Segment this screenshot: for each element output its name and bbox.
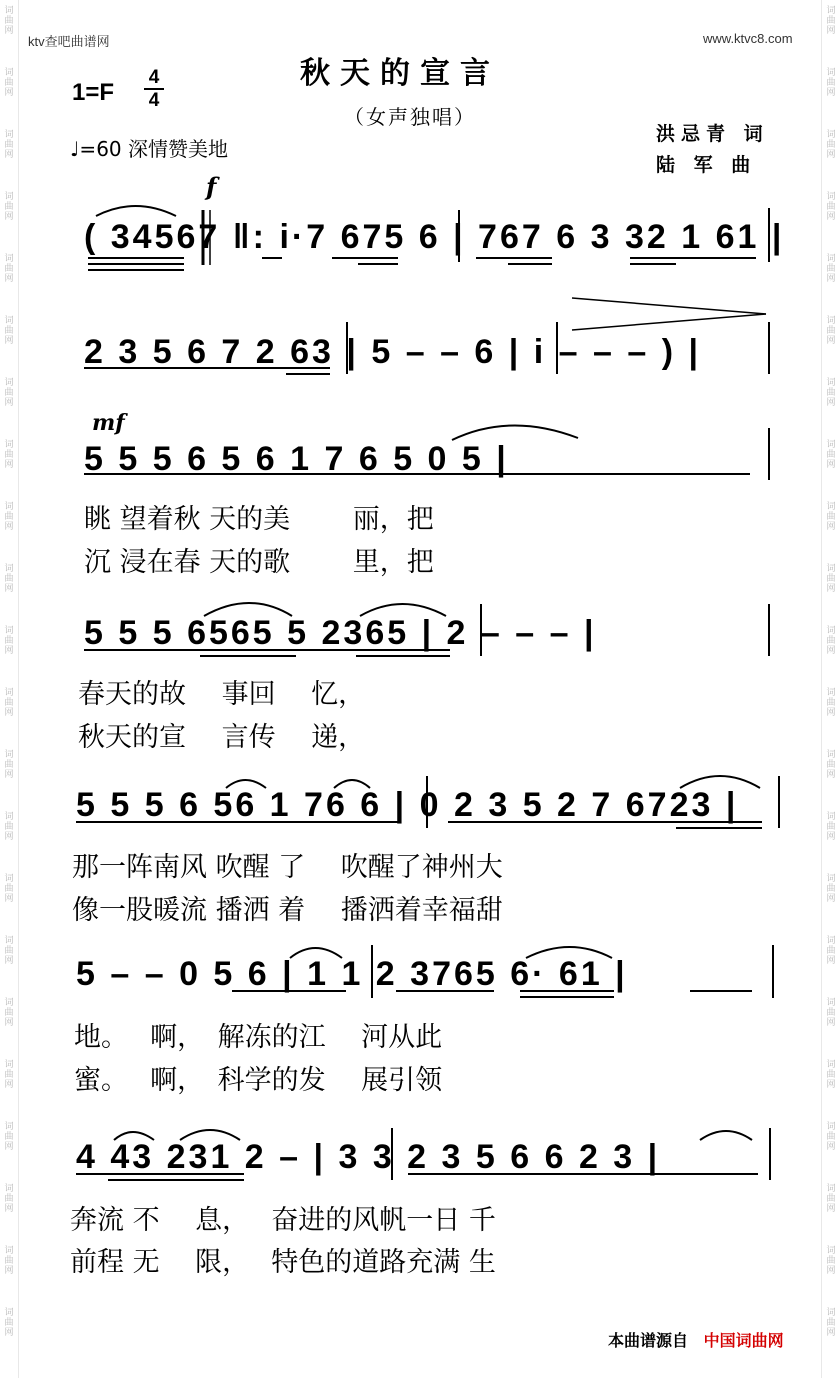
watermark-glyph-group: 词 曲 网 xyxy=(4,812,14,842)
slur xyxy=(334,780,370,788)
watermark-glyph-group: 词 曲 网 xyxy=(4,316,14,346)
slur xyxy=(526,947,612,958)
watermark-glyph-group: 词 曲 网 xyxy=(4,750,14,780)
barlines xyxy=(203,208,779,1180)
slur xyxy=(226,780,266,788)
score-line-6-lyrics-verse-2: 蜜。 啊， 科学的发 展引领 xyxy=(74,1065,443,1096)
score-line-4-notes: 5 5 5 6565 5 2365 | 2 – – – | xyxy=(84,614,597,652)
slur xyxy=(700,1131,752,1140)
watermark-glyph-group: 词 曲 网 xyxy=(4,874,14,904)
footer-source xyxy=(608,1328,784,1351)
score-line-5-notes: 5 5 5 6 56 1 76 6 | 0 2 3 5 2 7 6723 | xyxy=(76,786,739,824)
watermark-glyph-group: 词 曲 网 xyxy=(826,998,836,1028)
time-signature-bottom: 4 xyxy=(148,90,160,111)
watermark-glyph-group: 词 曲 网 xyxy=(4,998,14,1028)
key-signature: 1=F xyxy=(72,79,115,106)
slur xyxy=(452,425,578,440)
watermark-glyph-group: 词 曲 网 xyxy=(4,1122,14,1152)
watermark-glyph-group: 词 曲 网 xyxy=(4,68,14,98)
slur xyxy=(96,206,176,216)
score-line-5-lyrics-verse-1: 那一阵南风 吹醒 了 吹醒了神州大 xyxy=(72,852,503,883)
score-line-3-lyrics-verse-1: 眺 望着秋 天的美 丽，把 xyxy=(84,504,434,535)
expression-text: 深情赞美地 xyxy=(128,137,228,161)
watermark-glyph-group: 词 曲 网 xyxy=(4,254,14,284)
score-line-4-lyrics-verse-2: 秋天的宣 言传 递， xyxy=(78,722,366,753)
tempo-value: ♩=60 xyxy=(70,137,122,161)
slur xyxy=(360,604,446,616)
song-title: 秋天的宣言 xyxy=(300,56,500,91)
watermark-glyph-group: 词 曲 网 xyxy=(4,688,14,718)
watermark-glyph-group: 词 曲 网 xyxy=(4,626,14,656)
score-line-6-notes: 5 – – 0 5 6 | 1 1 2 3765 6· 61 | xyxy=(76,955,628,993)
watermark-glyph-group: 词 曲 网 xyxy=(826,1246,836,1276)
watermark-glyph-group: 词 曲 网 xyxy=(826,564,836,594)
watermark-glyph-group: 词 曲 网 xyxy=(826,1060,836,1090)
slur xyxy=(204,603,292,616)
site-watermark-right: www.ktvc8.com xyxy=(703,31,793,46)
score-line-3-notes: 5 5 5 6 5 6 1 7 6 5 0 5 | xyxy=(84,440,509,478)
watermark-glyph-group: 词 曲 网 xyxy=(826,1308,836,1338)
watermark-glyph-group: 词 曲 网 xyxy=(826,1184,836,1214)
watermark-glyph-group: 词 曲 网 xyxy=(826,750,836,780)
beams xyxy=(76,258,762,1180)
score-line-1-notes: ( 34567 ‖: i·7 675 6 | 767 6 3 32 1 61 | xyxy=(84,218,785,256)
footer-source-site-link[interactable]: 中国词曲网 xyxy=(703,1331,784,1350)
watermark-glyph-group: 词 曲 网 xyxy=(4,440,14,470)
watermark-glyph-group: 词 曲 网 xyxy=(4,6,14,36)
composer-credit: 陆 军 曲 xyxy=(656,154,757,176)
score-line-5-lyrics-verse-2: 像一股暖流 播洒 着 播洒着幸福甜 xyxy=(72,895,503,926)
watermark-glyph-group: 词 曲 网 xyxy=(4,1060,14,1090)
watermark-glyph-group: 词 曲 网 xyxy=(826,502,836,532)
watermark-glyph-group: 词 曲 网 xyxy=(826,130,836,160)
site-watermark-left: ktv查吧曲谱网 xyxy=(28,34,110,49)
watermark-glyph-group: 词 曲 网 xyxy=(4,1246,14,1276)
watermark-glyph-group: 词 曲 网 xyxy=(826,378,836,408)
watermark-glyph-group: 词 曲 网 xyxy=(4,192,14,222)
watermark-glyph-group: 词 曲 网 xyxy=(826,812,836,842)
score-line-7-lyrics-verse-1: 奔流 不 息， 奋进的风帆一日 千 xyxy=(70,1205,496,1236)
dynamic-mezzo-forte: mf xyxy=(92,410,125,436)
score-line-4-lyrics-verse-1: 春天的故 事回 忆， xyxy=(78,679,366,710)
watermark-glyph-group: 词 曲 网 xyxy=(826,316,836,346)
watermark-glyph-group: 词 曲 网 xyxy=(826,192,836,222)
watermark-glyph-group: 词 曲 网 xyxy=(826,936,836,966)
decrescendo-hairpin xyxy=(572,298,766,314)
slur xyxy=(680,776,760,788)
watermark-glyph-group: 词 曲 网 xyxy=(826,254,836,284)
lyricist-credit: 洪忌青 词 xyxy=(656,123,769,145)
footer-source-label: 本曲谱源自 xyxy=(608,1331,689,1350)
slur xyxy=(290,948,342,958)
watermark-glyph-group: 词 曲 网 xyxy=(826,688,836,718)
slurs xyxy=(96,206,766,1140)
score-line-3-lyrics-verse-2: 沉 浸在春 天的歌 里，把 xyxy=(84,547,434,578)
watermark-glyph-group: 词 曲 网 xyxy=(4,378,14,408)
watermark-glyph-group: 词 曲 网 xyxy=(4,1184,14,1214)
song-subtitle: （女声独唱） xyxy=(344,105,476,129)
watermark-glyph-group: 词 曲 网 xyxy=(4,130,14,160)
score-line-6-lyrics-verse-1: 地。 啊， 解冻的江 河从此 xyxy=(74,1022,443,1053)
dynamic-forte: f xyxy=(206,172,217,201)
watermark-glyph-group: 词 曲 网 xyxy=(826,6,836,36)
watermark-glyph-group: 词 曲 网 xyxy=(826,874,836,904)
time-signature-top: 4 xyxy=(148,67,160,88)
watermark-glyph-group: 词 曲 网 xyxy=(4,936,14,966)
score-line-2-notes: 2 3 5 6 7 2 63 | 5 – – 6 | i – – – ) | xyxy=(84,333,701,371)
score-line-7-notes: 4 43 231 2 – | 3 3 2 3 5 6 6 2 3 | xyxy=(76,1138,661,1176)
watermark-glyph-group: 词 曲 网 xyxy=(4,502,14,532)
decrescendo-hairpin xyxy=(572,314,766,330)
slur xyxy=(180,1130,240,1140)
slur xyxy=(114,1132,154,1140)
watermark-glyph-group: 词 曲 网 xyxy=(826,440,836,470)
watermark-glyph-group: 词 曲 网 xyxy=(4,1308,14,1338)
watermark-glyph-group: 词 曲 网 xyxy=(826,626,836,656)
watermark-glyph-group: 词 曲 网 xyxy=(4,564,14,594)
watermark-glyph-group: 词 曲 网 xyxy=(826,68,836,98)
watermark-glyph-group: 词 曲 网 xyxy=(826,1122,836,1152)
score-line-7-lyrics-verse-2: 前程 无 限， 特色的道路充满 生 xyxy=(70,1247,496,1278)
